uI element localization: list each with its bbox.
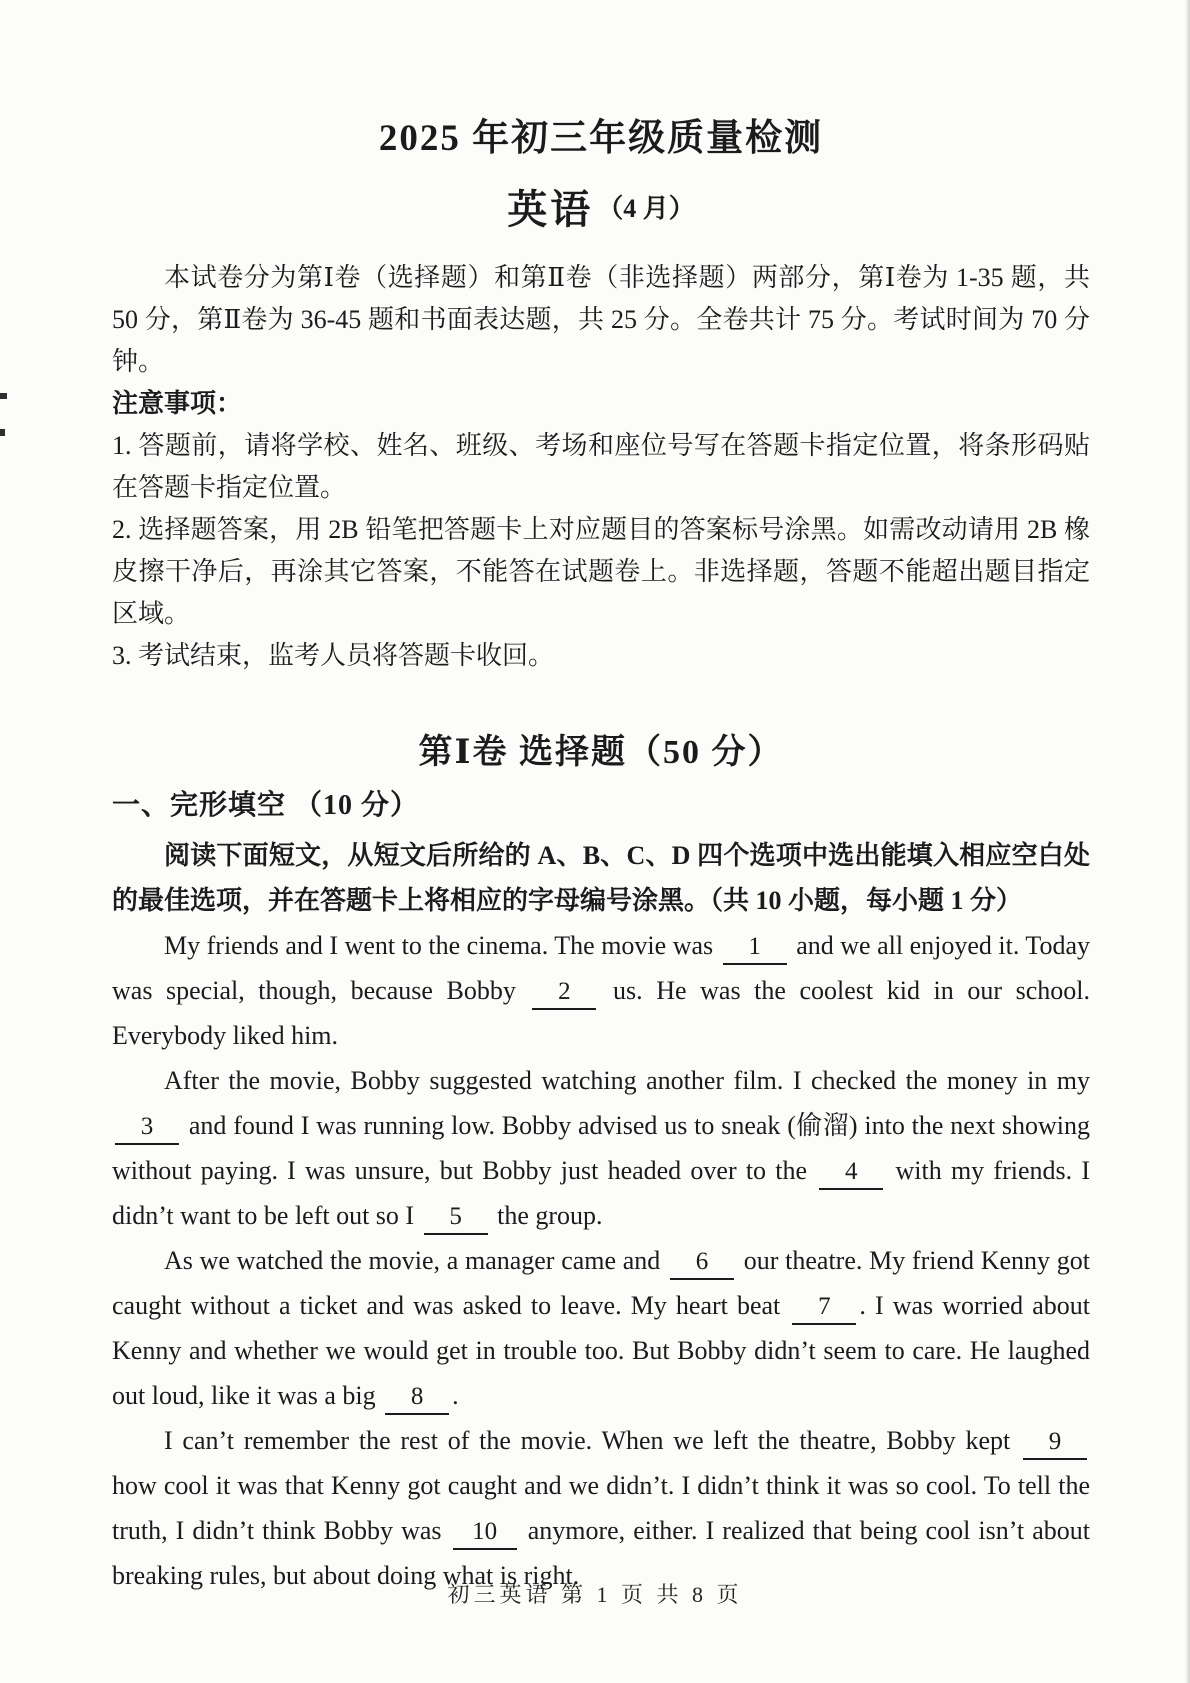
note-item: 3. 考试结束，监考人员将答题卡收回。 xyxy=(112,641,555,670)
part1-heading: 一、完形填空 （10 分） xyxy=(112,790,420,821)
cloze-blank-7: 7 xyxy=(792,1292,856,1325)
cloze-blank-8: 8 xyxy=(385,1382,449,1415)
page-footer: 初三英语 第 1 页 共 8 页 xyxy=(447,1582,743,1607)
cloze-blank-3: 3 xyxy=(115,1112,179,1145)
passage-paragraph: My friends and I went to the cinema. The movie was 1 and we all enjoyed it. Today was special, though, because Bobby 2 us. He was the coolest kid in our school. Everybody liked him. xyxy=(112,931,1091,1050)
cloze-blank-10: 10 xyxy=(453,1517,517,1550)
subject-name: 英语 xyxy=(507,187,594,232)
cloze-blank-9: 9 xyxy=(1023,1427,1087,1460)
scan-artifact-mark xyxy=(0,429,5,436)
cloze-blank-6: 6 xyxy=(670,1247,734,1280)
page-title: 2025 年初三年级质量检测 xyxy=(378,118,824,159)
part1-instructions: 阅读下面短文，从短文后所给的 A、B、C、D 四个选项中选出能填入相应空白处的最佳选项，并在答题卡上将相应的字母编号涂黑。（共 10 小题，每小题 1 分） xyxy=(112,841,1090,915)
scan-artifact-mark xyxy=(0,393,7,399)
exam-intro-paragraph: 本试卷分为第Ⅰ卷（选择题）和第Ⅱ卷（非选择题）两部分，第Ⅰ卷为 1-35 题，共 50 分，第Ⅱ卷为 36-45 题和书面表达题，共 25 分。全卷共计 75 分。考试时间为 70 分钟。 xyxy=(112,263,1090,376)
note-item: 2. 选择题答案，用 2B 铅笔把答题卡上对应题目的答案标号涂黑。如需改动请用 2B 橡皮擦干净后，再涂其它答案，不能答在试题卷上。非选择题，答题不能超出题目指定区域。 xyxy=(112,515,1090,628)
passage-paragraph: After the movie, Bobby suggested watching another film. I checked the money in my 3 and found I was running low. Bobby advised us to sneak (偷溜) into the next showing without paying. I was unsure, but Bobby just headed over to the 4 with my friends. I didn’t want to be left out so I 5 the group. xyxy=(112,1058,1090,1238)
subject-heading xyxy=(112,178,1090,235)
note-item: 1. 答题前，请将学校、姓名、班级、考场和座位号写在答题卡指定位置，将条形码贴在答题卡指定位置。 xyxy=(112,431,1090,502)
passage-paragraph: I can’t remember the rest of the movie. When we left the theatre, Bobby kept 9 how cool it was that Kenny got caught and we didn’t. I didn’t think it was so cool. To tell the truth, I didn’t think Bobby was 10 anymore, either. I realized that being cool isn’t about breaking rules, but about doing what is right. xyxy=(112,1426,1091,1590)
passage-paragraph: As we watched the movie, a manager came and 6 our theatre. My friend Kenny got caught without a ticket and was asked to leave. My heart beat 7 . I was worried about Kenny and whether we would get in trouble too. But Bobby didn’t seem to care. He laughed out loud, like it was a big 8 . xyxy=(112,1238,1090,1418)
subject-month: （4 月） xyxy=(597,194,695,223)
cloze-passage xyxy=(112,923,1090,1598)
notes-heading: 注意事项： xyxy=(112,389,243,418)
cloze-blank-2: 2 xyxy=(532,977,596,1010)
cloze-blank-1: 1 xyxy=(723,932,787,965)
notes-list xyxy=(112,425,1090,677)
scan-edge-shadow xyxy=(1185,0,1190,1683)
section1-heading: 第Ⅰ卷 选择题（50 分） xyxy=(418,734,784,771)
cloze-blank-5: 5 xyxy=(424,1202,488,1235)
cloze-blank-4: 4 xyxy=(819,1157,883,1190)
